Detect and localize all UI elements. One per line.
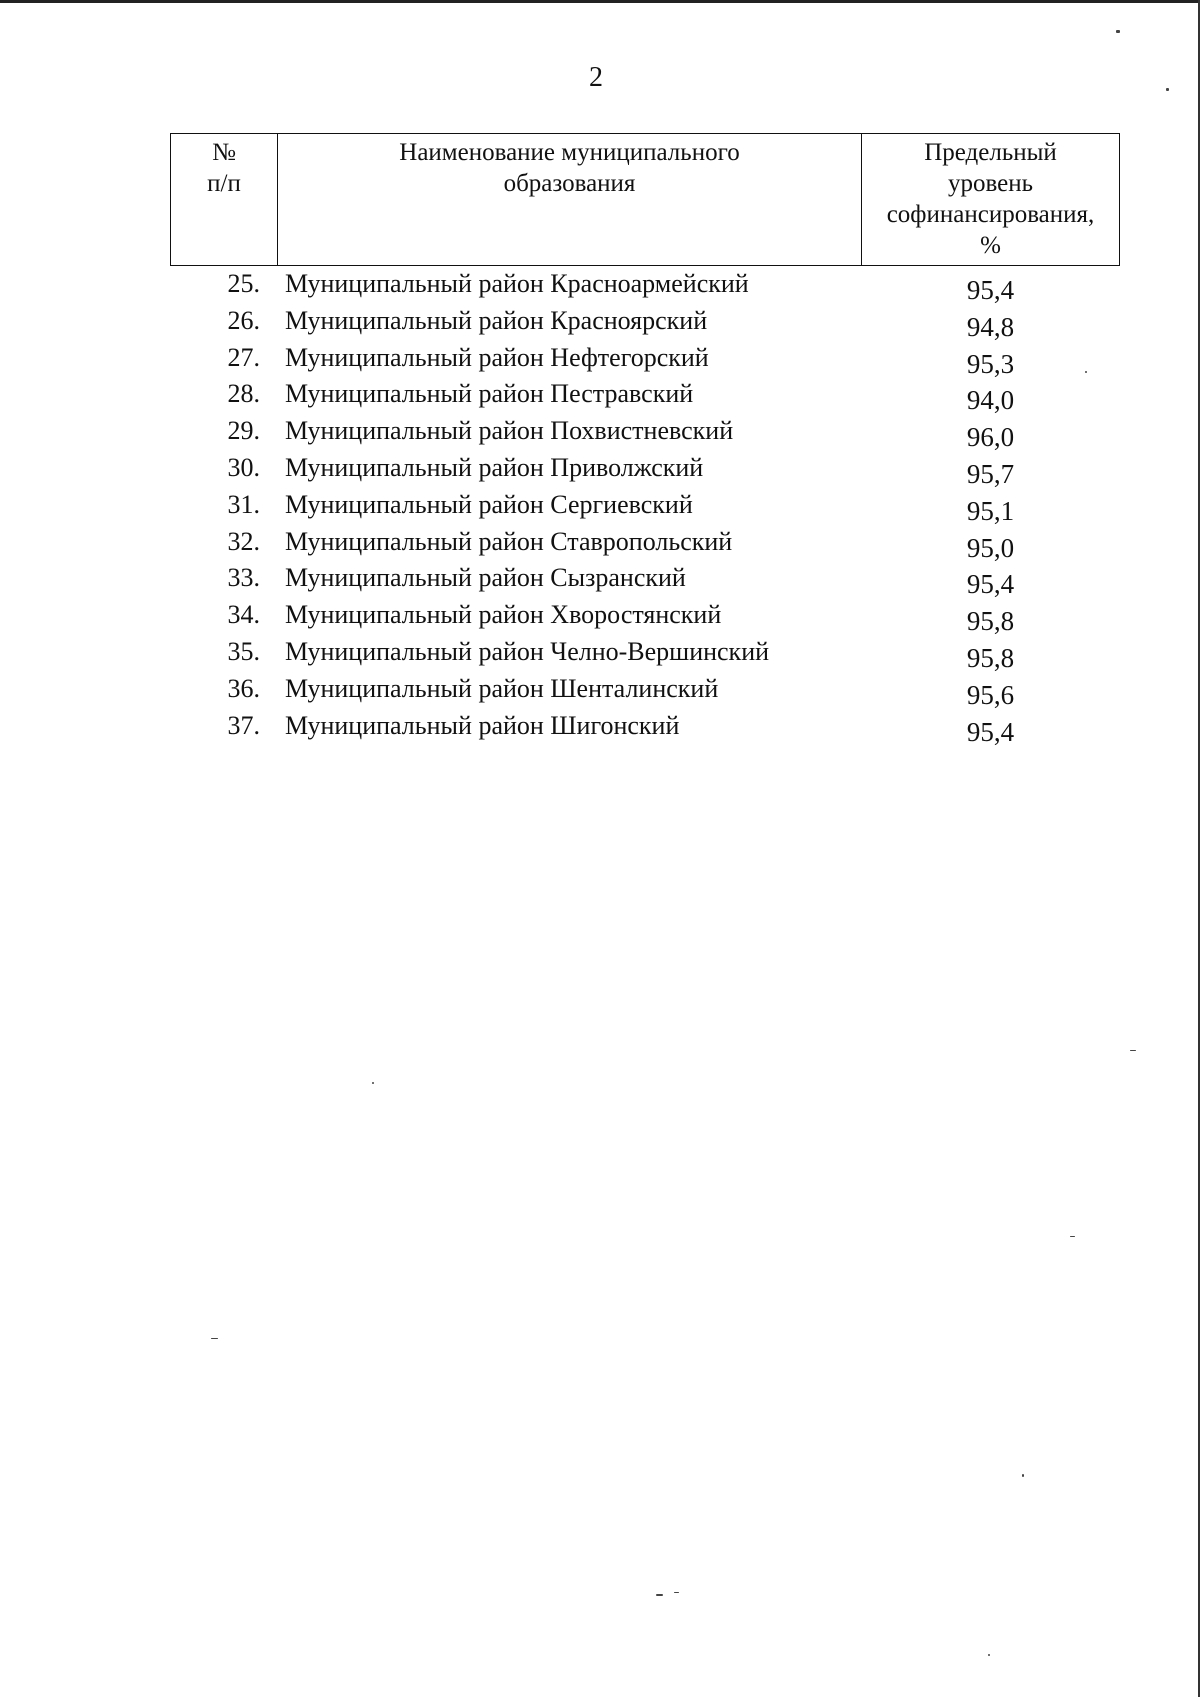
scan-speck: [1085, 371, 1087, 373]
page-number: 2: [589, 62, 603, 93]
row-value: 95,0: [966, 532, 1015, 563]
table-row: [170, 450, 1120, 487]
row-name: Муниципальный район Ставропольский: [285, 526, 733, 556]
row-value: 95,3: [966, 348, 1015, 379]
header-name-column: [278, 134, 862, 265]
header-level-line: уровень: [947, 170, 1034, 197]
table-row: [170, 487, 1120, 524]
scan-speck: [211, 1338, 218, 1339]
row-number: 28.: [227, 379, 260, 409]
row-number: 35.: [227, 636, 260, 666]
header-number-line: п/п: [207, 170, 241, 197]
table-row: [170, 303, 1120, 340]
row-number: 33.: [227, 563, 260, 593]
scan-speck: [1130, 1050, 1136, 1051]
table-header: [170, 133, 1120, 266]
row-value: 94,8: [966, 311, 1015, 342]
scan-speck: [674, 1592, 679, 1593]
header-name-line: образования: [503, 170, 636, 197]
row-name: Муниципальный район Похвистневский: [285, 416, 734, 446]
row-name: Муниципальный район Приволжский: [285, 452, 704, 482]
scan-speck: [1022, 1474, 1024, 1477]
table-row: [170, 376, 1120, 416]
header-number-line: №: [212, 139, 236, 166]
row-name: Муниципальный район Пестравский: [285, 379, 694, 409]
scan-speck: [1070, 1236, 1075, 1237]
row-number: 26.: [227, 305, 260, 335]
row-value: 95,8: [966, 642, 1015, 673]
table-row: [170, 340, 1120, 377]
table-body: [170, 266, 1120, 747]
row-value: 95,4: [966, 716, 1015, 747]
scan-top-edge: [0, 0, 1200, 3]
row-name: Муниципальный район Сызранский: [285, 563, 686, 593]
row-value: 95,1: [966, 495, 1015, 526]
table-row: [170, 634, 1120, 671]
row-name: Муниципальный район Хворостянский: [285, 600, 722, 630]
row-name: Муниципальный район Нефтегорский: [285, 342, 709, 372]
row-name: Муниципальный район Челно-Вершинский: [285, 636, 770, 666]
header-level-line: софинансирования,: [886, 201, 1095, 228]
table-row: [170, 413, 1120, 453]
table-row: [170, 671, 1120, 708]
row-number: 37.: [227, 710, 260, 740]
row-number: 25.: [227, 269, 260, 298]
table-row: [170, 524, 1120, 561]
row-value: 96,0: [966, 422, 1015, 453]
scan-speck: [656, 1594, 663, 1596]
row-name: Муниципальный район Красноярский: [285, 305, 708, 335]
row-value: 95,8: [966, 606, 1015, 637]
scan-speck: [1116, 30, 1120, 33]
table-row: [170, 708, 1120, 745]
header-level-line: Предельный: [924, 139, 1057, 166]
scan-speck: [372, 1082, 374, 1084]
row-value: 94,0: [966, 385, 1015, 416]
table-row: [170, 266, 1120, 303]
scan-speck: [1166, 88, 1169, 91]
scan-speck: [988, 1654, 990, 1656]
header-number-column: [171, 134, 278, 265]
row-name: Муниципальный район Сергиевский: [285, 489, 693, 519]
header-name-line: Наименование муниципального: [399, 139, 740, 166]
row-number: 29.: [227, 416, 260, 446]
header-level-column: [862, 134, 1119, 265]
header-level-line: %: [980, 232, 1001, 259]
row-value: 95,6: [966, 679, 1015, 710]
row-number: 27.: [227, 342, 260, 372]
row-number: 31.: [227, 489, 260, 519]
row-number: 34.: [227, 600, 260, 630]
row-value: 95,4: [966, 569, 1015, 600]
row-name: Муниципальный район Шигонский: [285, 710, 680, 740]
row-name: Муниципальный район Шенталинский: [285, 673, 719, 703]
row-number: 32.: [227, 526, 260, 556]
table-row: [170, 597, 1120, 637]
row-value: 95,4: [966, 275, 1015, 305]
row-number: 36.: [227, 673, 260, 703]
row-value: 95,7: [966, 458, 1015, 489]
row-name: Муниципальный район Красноармейский: [285, 269, 749, 298]
table-row: [170, 560, 1120, 600]
row-number: 30.: [227, 452, 260, 482]
